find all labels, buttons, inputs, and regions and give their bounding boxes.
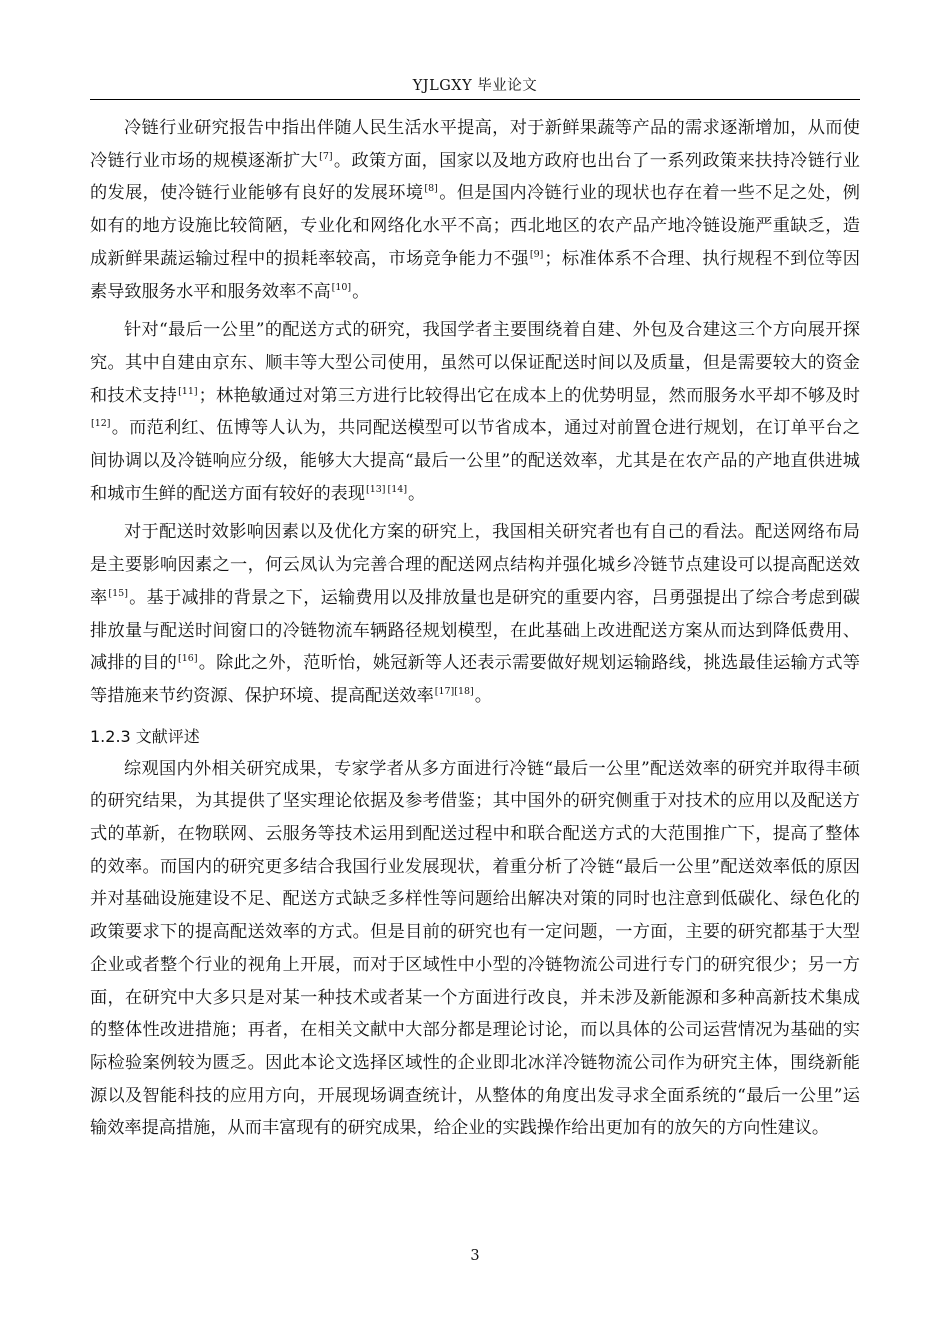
page-number: 3 xyxy=(470,1248,480,1264)
paragraph-text: 。政策方面，国家以及地方政府也出台了一系列政策来扶持冷链行业的发展，使冷链行业能够有良好的发展环境 xyxy=(90,150,860,204)
running-header: YJLGXY 毕业论文 xyxy=(412,78,538,94)
body-paragraph xyxy=(90,753,860,1145)
paragraph-text: 。而范利红、伍博等人认为，共同配送模型可以节省成本，通过对前置仓进行规划，在订单平台之间协调以及冷链响应分级，能够大大提高“最后一公里”的配送效率，尤其是在农产品的产地直供进城和城市生鲜的配送方面有较好的表现 xyxy=(90,418,860,504)
paragraph-text: 针对“最后一公里”的配送方式的研究，我国学者主要围绕着自建、外包及合建这三个方向展开探究。其中自建由京东、顺丰等大型公司使用，虽然可以保证配送时间以及质量，但是需要较大的资金和技术支持 xyxy=(90,320,860,406)
citation-ref: [11] xyxy=(178,385,198,397)
citation-ref: [7] xyxy=(319,150,333,162)
paragraph-text: 。 xyxy=(352,281,370,302)
citation-ref: [13] xyxy=(366,483,386,495)
paragraph-text: 。但是国内冷链行业的现状也存在着一些不足之处，例如有的地方设施比较简陋，专业化和网络化水平不高；西北地区的农产品产地冷链设施严重缺乏，造成新鲜果蔬运输过程中的损耗率较高，市场竞争能力不强 xyxy=(90,183,860,269)
citation-ref: [10] xyxy=(331,281,352,293)
paragraph-text: 综观国内外相关研究成果，专家学者从多方面进行冷链“最后一公里”配送效率的研究并取得丰硕的研究结果，为其提供了坚实理论依据及参考借鉴；其中国外的研究侧重于对技术的应用以及配送方式的革新，在物联网、云服务等技术运用到配送过程中和联合配送方式的大范围推广下，提高了整体的效率。而国内的研究更多结合我国行业发展现状，着重分析了冷链“最后一公里”配送效率低的原因并对基础设施建设不足、配送方式缺乏多样性等问题给出解决对策的同时也注意到低碳化、绿色化的政策要求下的提高配送效率的方式。但是目前的研究也有一定问题，一方面，主要的研究都基于大型企业或者整个行业的视角上开展，而对于区域性中小型的冷链物流公司进行专门的研究很少；另一方面，在研究中大多只是对某一种技术或者某一个方面进行改良，并未涉及新能源和多种高新技术集成的整体性改进措施；再者，在相关文献中大部分都是理论讨论，而以具体的公司运营情况为基础的实际检验案例较为匮乏。因此本论文选择区域性的企业即北冰洋冷链物流公司作为研究主体，围绕新能源以及智能科技的应用方向，开展现场调查统计，从整体的角度出发寻求全面系统的“最后一公里”运输效率提高措施，从而丰富现有的研究成果，给企业的实践操作给出更加有的放矢的方向性建议。 xyxy=(90,758,860,1139)
body-paragraph xyxy=(90,112,860,308)
body-paragraph xyxy=(90,516,860,712)
paragraph-text: ；林艳敏通过对第三方进行比较得出它在成本上的优势明显，然而服务水平却不够及时 xyxy=(198,385,860,406)
paragraph-text: 。 xyxy=(408,483,426,504)
citation-ref: [17][18] xyxy=(434,685,474,697)
page-body xyxy=(90,112,860,1145)
paragraph-text: 冷链行业研究报告中指出伴随人民生活水平提高，对于新鲜果蔬等产品的需求逐渐增加，从而使冷链行业市场的规模逐渐扩大 xyxy=(90,118,860,171)
body-paragraph xyxy=(90,314,860,510)
header-rule xyxy=(90,99,860,100)
citation-ref: [15] xyxy=(108,587,128,599)
paragraph-text: 对于配送时效影响因素以及优化方案的研究上，我国相关研究者也有自己的看法。配送网络布局是主要影响因素之一，何云凤认为完善合理的配送网点结构并强化城乡冷链节点建设可以提高配送效率 xyxy=(90,522,860,608)
paragraph-text: ；标准体系不合理、执行规程不到位等因素导致服务水平和服务效率不高 xyxy=(90,248,860,302)
citation-ref: [14] xyxy=(387,483,408,495)
paragraph-text: 。除此之外，范昕怡，姚冠新等人还表示需要做好规划运输路线，挑选最佳运输方式等等措施来节约资源、保护环境、提高配送效率 xyxy=(90,653,860,706)
paragraph-text: 。 xyxy=(474,685,492,706)
citation-ref: [8] xyxy=(424,183,438,195)
citation-ref: [12] xyxy=(91,418,111,430)
citation-ref: [16] xyxy=(178,653,198,665)
section-heading: 1.2.3 文献评述 xyxy=(90,726,200,746)
citation-ref: [9] xyxy=(529,248,544,260)
paragraph-text: 。基于减排的背景之下，运输费用以及排放量也是研究的重要内容，吕勇强提出了综合考虑到碳排放量与配送时间窗口的冷链物流车辆路径规划模型，在此基础上改进配送方案从而达到降低费用、减排的目的 xyxy=(90,587,860,674)
